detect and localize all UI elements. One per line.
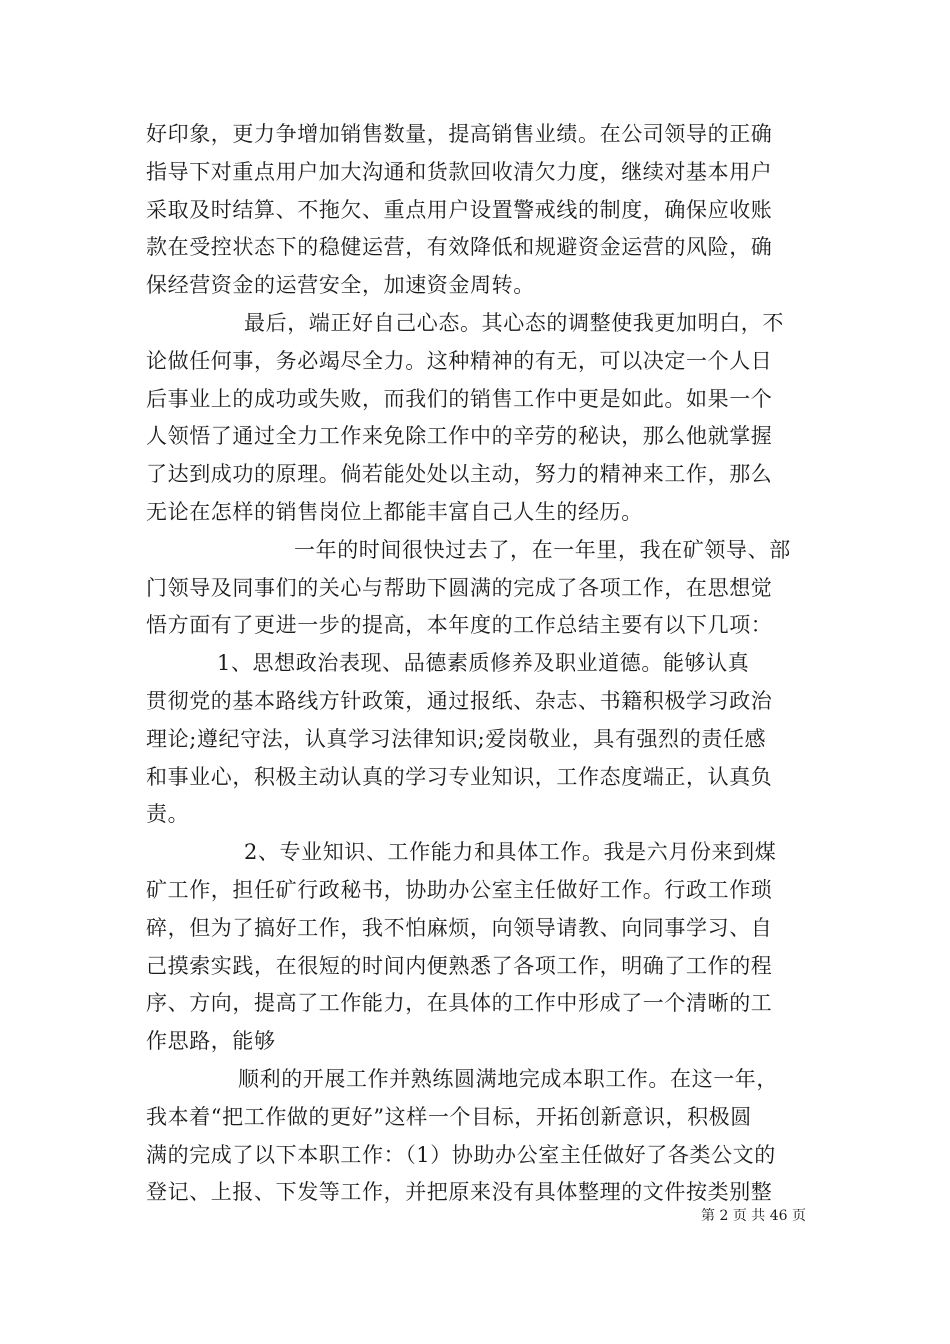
text-line: 款在受控状态下的稳健运营，有效降低和规避资金运营的风险，确: [146, 235, 773, 260]
text-line: 人领悟了通过全力工作来免除工作中的辛劳的秘诀，那么他就掌握: [146, 424, 773, 449]
text-line: 我本着“把工作做的更好”这样一个目标，开拓创新意识，积极圆: [146, 1104, 752, 1129]
text-line: 指导下对重点用户加大沟通和货款回收清欠力度，继续对基本用户: [146, 159, 773, 184]
text-line: 矿工作，担任矿行政秘书，协助办公室主任做好工作。行政工作琐: [146, 877, 773, 902]
text-line: 碎，但为了搞好工作，我不怕麻烦，向领导请教、向同事学习、自: [146, 915, 773, 940]
text-line: 作思路，能够: [146, 1029, 276, 1054]
text-line: 后事业上的成功或失败，而我们的销售工作中更是如此。如果一个: [146, 386, 773, 411]
text-line: 无论在怎样的销售岗位上都能丰富自己人生的经历。: [146, 499, 643, 524]
text-line: 和事业心，积极主动认真的学习专业知识，工作态度端正，认真负: [146, 764, 773, 789]
section-heading-line: 2、专业知识、工作能力和具体工作。我是六月份来到煤: [244, 840, 777, 865]
body-text: [146, 116, 806, 1212]
text-line: 己摸索实践，在很短的时间内便熟悉了各项工作，明确了工作的程: [146, 953, 773, 978]
section-heading-line: 1、思想政治表现、品德素质修养及职业道德。能够认真: [217, 651, 750, 676]
text-line: 保经营资金的运营安全，加速资金周转。: [146, 273, 535, 298]
page-number-footer: 第 2 页 共 46 页: [701, 1208, 806, 1224]
text-line: 满的完成了以下本职工作：（1）协助办公室主任做好了各类公文的: [146, 1142, 776, 1167]
text-line: 责。: [146, 802, 190, 827]
paragraph-start-line: 最后，端正好自己心态。其心态的调整使我更加明白，不: [244, 310, 784, 335]
paragraph-start-line: 顺利的开展工作并熟练圆满地完成本职工作。在这一年，: [238, 1066, 778, 1091]
text-line: 登记、上报、下发等工作，并把原来没有具体整理的文件按类别整: [146, 1180, 773, 1205]
text-line: 了达到成功的原理。倘若能处处以主动，努力的精神来工作，那么: [146, 462, 773, 487]
text-line: 门领导及同事们的关心与帮助下圆满的完成了各项工作，在思想觉: [146, 575, 773, 600]
text-line: 理论;遵纪守法，认真学习法律知识;爱岗敬业，具有强烈的责任感: [146, 726, 767, 751]
text-line: 采取及时结算、不拖欠、重点用户设置警戒线的制度，确保应收账: [146, 197, 773, 222]
text-line: 好印象，更力争增加销售数量，提高销售业绩。在公司领导的正确: [146, 122, 773, 146]
paragraph-start-line: 一年的时间很快过去了，在一年里，我在矿领导、部: [294, 537, 791, 562]
text-line: 论做任何事，务必竭尽全力。这种精神的有无，可以决定一个人日: [146, 348, 773, 373]
text-line: 悟方面有了更进一步的提高，本年度的工作总结主要有以下几项：: [146, 613, 773, 638]
text-line: 序、方向，提高了工作能力，在具体的工作中形成了一个清晰的工: [146, 991, 773, 1016]
text-line: 贯彻党的基本路线方针政策，通过报纸、杂志、书籍积极学习政治: [146, 688, 773, 713]
